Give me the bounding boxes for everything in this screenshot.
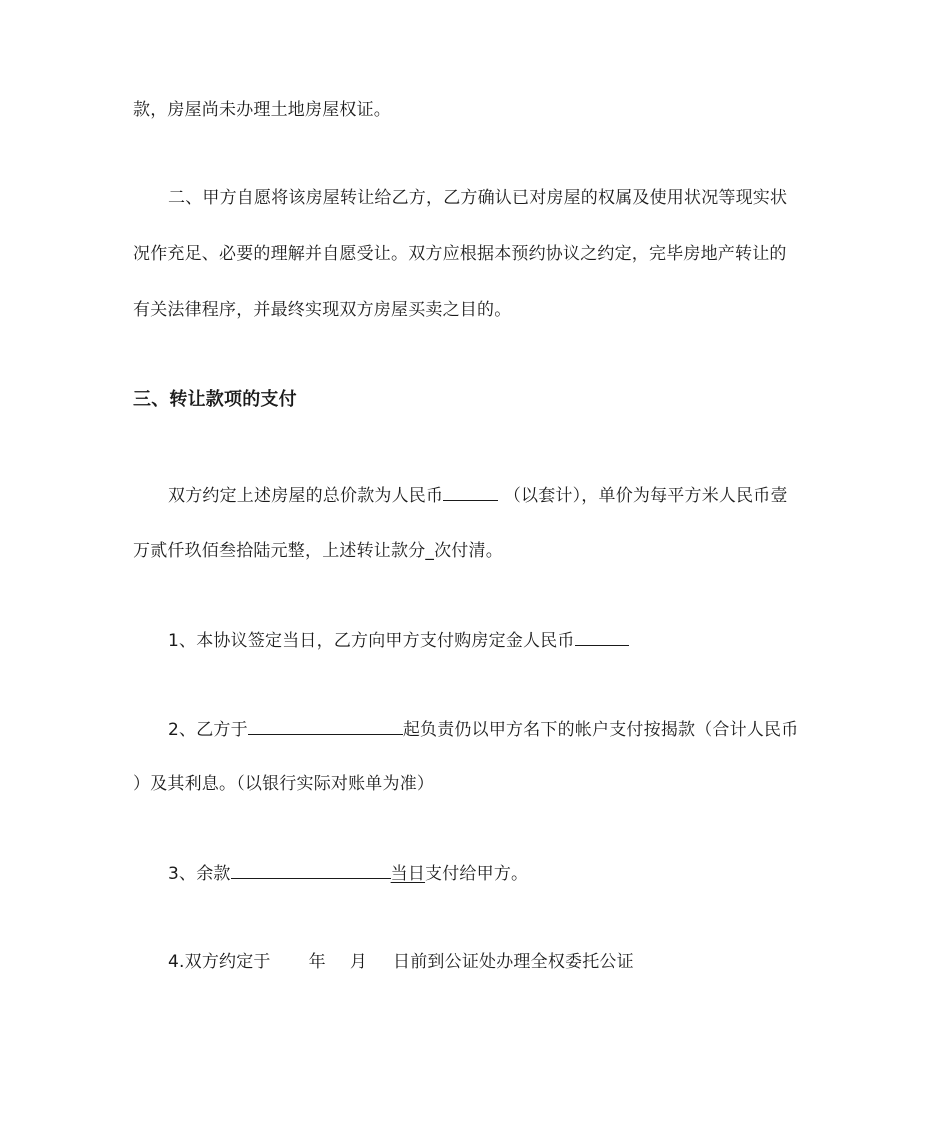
paragraph-2-line-3 — [133, 298, 511, 322]
blank-deposit-amount — [575, 628, 629, 646]
price-paragraph-line-1 — [168, 483, 788, 508]
text-segment: 月 — [349, 952, 368, 972]
text-segment: 双方约定上述房屋的总价款为人民币 — [168, 486, 444, 506]
text-segment: 4.双方约定于 — [168, 952, 271, 972]
item-2-line-2 — [133, 772, 434, 796]
paragraph-1-continuation — [133, 98, 391, 122]
item-4 — [168, 950, 634, 974]
section-title: 三、转让款项的支付 — [133, 389, 297, 410]
text-segment: 2、乙方于 — [168, 720, 248, 740]
text-segment: 支付给甲方。 — [425, 864, 529, 884]
paragraph-2-line-1 — [168, 186, 787, 210]
section-heading — [133, 388, 297, 412]
text-line: ）及其利息。（以银行实际对账单为准） — [133, 774, 435, 794]
text-segment: 日前到公证处办理全权委托公证 — [393, 952, 634, 972]
text-segment: 起负责仍以甲方名下的帐户支付按揭款（合计人民币 — [402, 720, 799, 740]
item-1 — [168, 628, 629, 653]
blank-balance-amount — [231, 861, 391, 879]
blank-start-date — [248, 717, 403, 735]
text-line: 万贰仟玖佰叁拾陆元整，上述转让款分_次付清。 — [133, 541, 503, 561]
item-3 — [168, 861, 528, 886]
price-paragraph-line-2 — [133, 539, 503, 563]
text-line: 况作充足、必要的理解并自愿受让。双方应根据本预约协议之约定，完毕房地产转让的 — [133, 244, 787, 264]
paragraph-2-line-2 — [133, 242, 787, 266]
text-segment: （以套计），单价为每平方米人民币壹 — [503, 486, 788, 506]
text-segment: 3、余款 — [168, 864, 231, 884]
item-2-line-1 — [168, 717, 798, 742]
text-segment: 1、本协议签定当日，乙方向甲方支付购房定金人民币 — [168, 631, 575, 651]
blank-total-price — [443, 483, 498, 501]
text-line: 有关法律程序，并最终实现双方房屋买卖之目的。 — [133, 300, 512, 320]
text-line: 款，房屋尚未办理土地房屋权证。 — [133, 100, 391, 120]
text-segment: 年 — [308, 952, 326, 972]
text-line: 二、甲方自愿将该房屋转让给乙方，乙方确认已对房屋的权属及使用状况等现实状 — [168, 188, 788, 208]
text-segment-underlined: 当日 — [390, 864, 426, 884]
